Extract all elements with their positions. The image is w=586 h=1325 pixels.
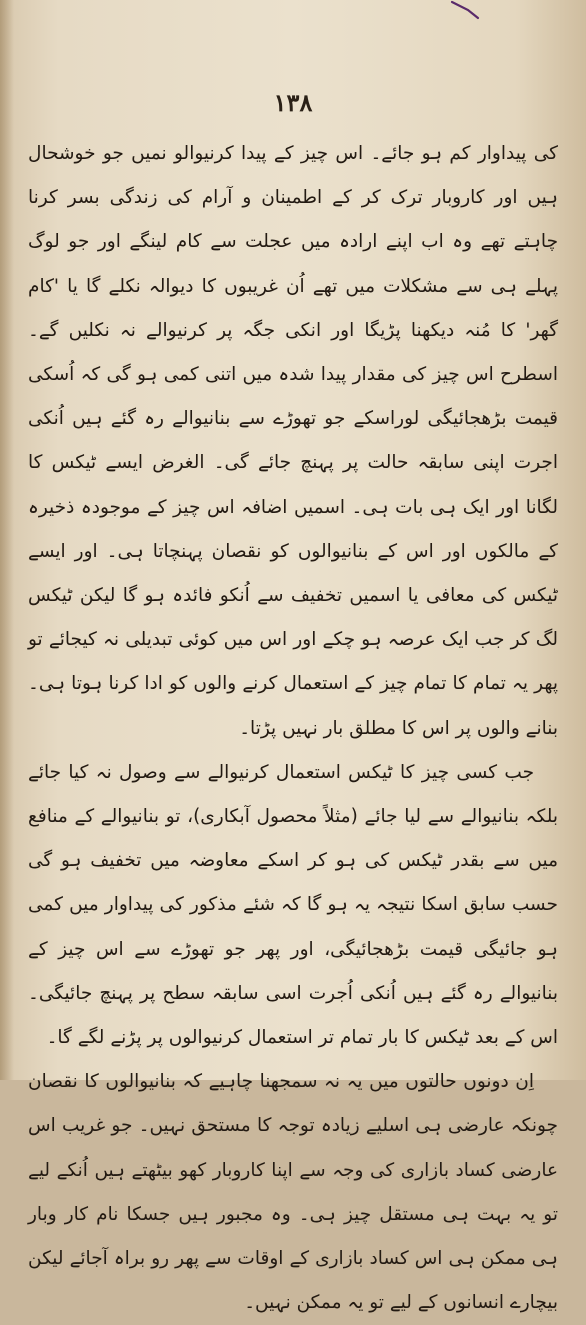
paragraph-1: کی پیداوار کم ہو جائے۔ اس چیز کے پیدا کرنیوالو نمیں جو خوشحال ہیں اور کاروبار ترک کر کے اطمینان و آرام کی زندگی بسر کرنا چاہتے تھے وہ اب اپنے ارادہ میں عجلت سے کام لینگے اور جو لوگ پہلے ہی سے مشکلات میں تھے اُن غریبوں کا دیوالہ نکلے گا یا 'کام گھر' کا مُنہ دیکھنا پڑیگا اور انکی جگہ پر کرنیوالے نہ نکلیں گے۔ اسطرح اس چیز کی مقدار پیدا شدہ میں اتنی کمی ہو گی کہ اُسکی قیمت بڑھجائیگی لوراسکے جو تھوڑے سے بنانیوالے رہ گئے ہیں اُنکی اجرت اپنی سابقہ حالت پر پہنچ جائے گی۔ الغرض ایسے ٹیکس کا لگانا اور ایک ہی بات ہی۔ اسمیں اضافہ اس چیز کے موجودہ ذخیرہ کے مالکوں اور اس کے بنانیوالوں کو نقصان پہنچاتا ہی۔ اور ایسے ٹیکس کی معافی یا اسمیں تخفیف سے اُنکو فائدہ ہو گا لیکن ٹیکس لگ کر جب ایک عرصہ ہو چکے اور اس میں کوئی تبدیلی نہ کیجائے تو پھر یہ تمام کا تمام چیز کے استعمال کرنے والوں کو ادا کرنا ہوتا ہی۔ بنانے والوں پر اس کا مطلق بار نہیں پڑتا۔ [28,143,558,739]
ink-stroke-mark [448,0,488,22]
paragraph-2: جب کسی چیز کا ٹیکس استعمال کرنیوالے سے وصول نہ کیا جائے بلکہ بنانیوالے سے لیا جائے (مثلاً محصول آبکاری)، تو بنانیوالے کے منافع میں سے بقدر ٹیکس کی ہو کر اسکے معاوضہ میں تخفیف ہو گی حسب سابق اسکا نتیجہ یہ ہو گا کہ شئے مذکور کی پیداوار میں کمی ہو جائیگی قیمت بڑھجائیگی، اور پھر جو تھوڑے سے اس چیز کے بنانیوالے رہ گئے ہیں اُنکی اُجرت اسی سابقہ سطح پر پہنچ جائیگی۔ اس کے بعد ٹیکس کا بار تمام تر استعمال کرنیوالوں پر پڑنے لگے گا۔ [28,761,558,1049]
paragraph-3: اِن دونوں حالتوں میں یہ نہ سمجھنا چاہیے کہ بنانیوالوں کا نقصان چونکہ عارضی ہی اسلیے زیادہ توجہ کا مستحق نہیں۔ جو غریب اس عارضی کساد بازاری کی وجہ سے اپنا کاروبار کھو بیٹھتے ہیں اُنکے لیے تو یہ بہت ہی مستقل چیز ہی۔ وہ مجبور ہیں جسکا نام کار وبار ہی ممکن ہی اس کساد بازاری کے اوقات سے پھر رو براہ آجائے لیکن بیچارے انسانوں کے لیے تو یہ ممکن نہیں۔ [28,1071,558,1314]
page-binding-shadow [0,0,14,1080]
page-number: ۱۳۸ [273,88,313,117]
page-text [28,132,558,1325]
